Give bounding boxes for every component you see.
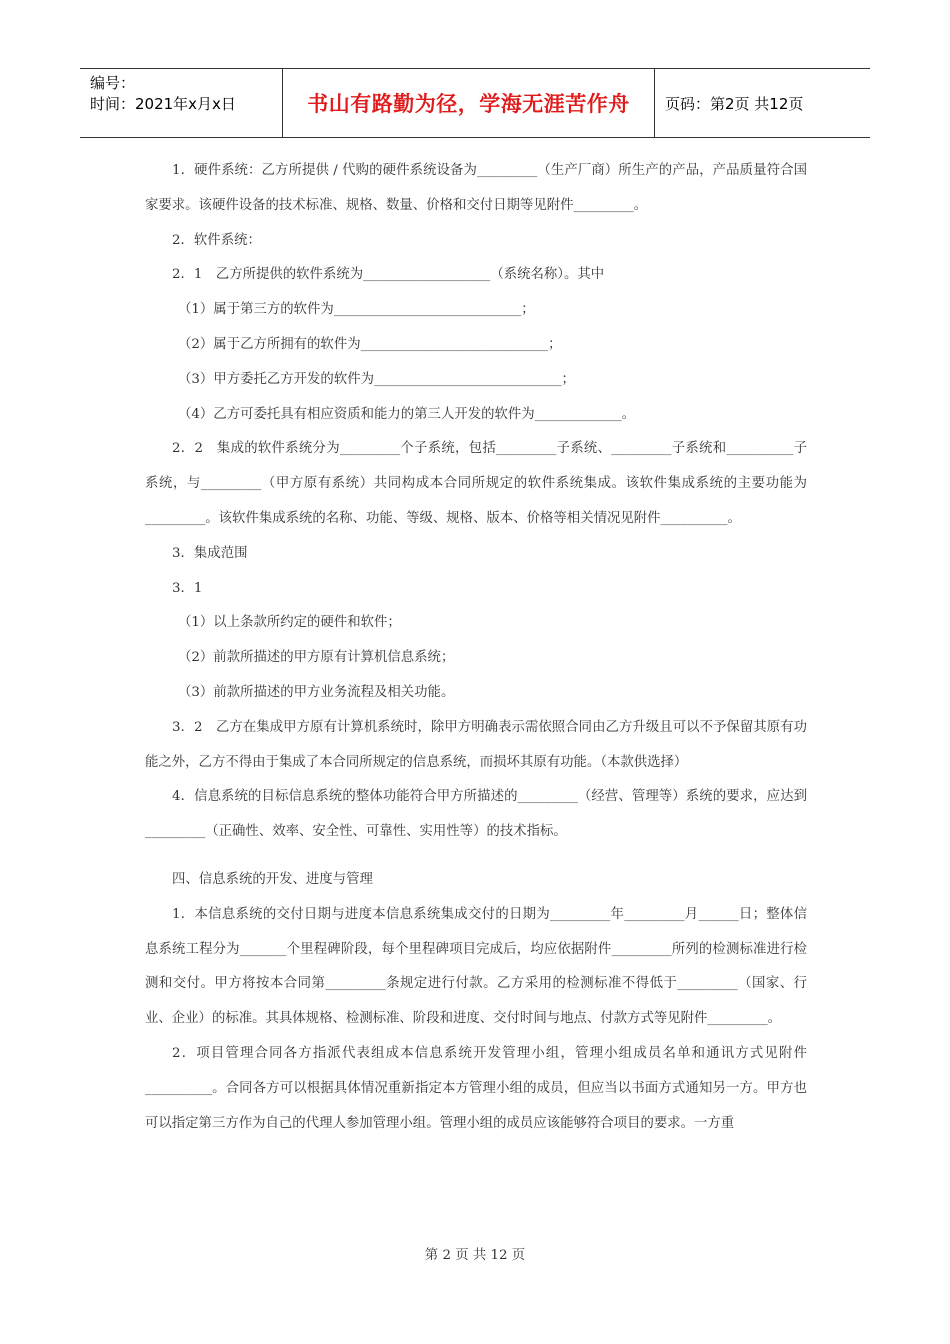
paragraph-scope-3-2: 3．2 乙方在集成甲方原有计算机系统时，除甲方明确表示需依照合同由乙方升级且可以不予保留其原有功能之外，乙方不得由于集成了本合同所规定的信息系统，而损坏其原有功能。（本款供选择） <box>145 719 807 770</box>
paragraph-software-system-heading: 2．软件系统： <box>172 232 261 248</box>
section-heading-development: 四、信息系统的开发、进度与管理 <box>172 871 373 887</box>
page-header <box>80 68 870 138</box>
paragraph-scope-3-1: 3．1 <box>172 580 203 596</box>
list-item-subcontracted-software: （4）乙方可委托具有相应资质和能力的第三人开发的软件为_____________。 <box>178 406 636 422</box>
paragraph-integration-scope-heading: 3．集成范围 <box>172 545 248 561</box>
document-time-label: 时间：2021年x月x日 <box>90 95 236 113</box>
paragraph-project-management: 2．项目管理合同各方指派代表组成本信息系统开发管理小组，管理小组成员名单和通讯方式见附件__________。合同各方可以根据具体情况重新指定本方管理小组的成员，但应当以书面方式通知另一方。甲方也可以指定第三方作为自己的代理人参加管理小组。管理小组的成员应该能够符合项目的要求。一方重 <box>145 1045 807 1131</box>
paragraph-software-2-1: 2．1 乙方所提供的软件系统为___________________（系统名称）。其中 <box>172 267 605 283</box>
list-item-scope-business-process: （3）前款所描述的甲方业务流程及相关功能。 <box>178 684 455 700</box>
section-spacer <box>145 850 807 863</box>
paragraph-hardware-system: 1．硬件系统：乙方所提供 / 代购的硬件系统设备为_________（生产厂商）所生产的产品，产品质量符合国家要求。该硬件设备的技术标准、规格、数量、价格和交付日期等见附件_________。 <box>145 163 807 213</box>
header-meta <box>80 69 283 137</box>
paragraph-delivery-schedule: 1．本信息系统的交付日期与进度本信息系统集成交付的日期为_________年_________月______日；整体信息系统工程分为_______个里程碑阶段，每个里程碑项目完成后，均应依据附件_________所列的检测标准进行检测和交付。甲方将按本合同第_________条规定进行付款。乙方采用的检测标准不得低于_________（国家、行业、企业）的标准。其具体规格、检测标准、阶段和进度、交付时间与地点、付款方式等见附件_________。 <box>145 906 807 1027</box>
list-item-party-b-software: （2）属于乙方所拥有的软件为____________________________； <box>178 336 562 352</box>
list-item-third-party-software: （1）属于第三方的软件为____________________________； <box>178 302 535 318</box>
list-item-commissioned-software: （3）甲方委托乙方开发的软件为____________________________； <box>178 371 575 387</box>
paragraph-software-2-2: 2．2 集成的软件系统分为_________个子系统，包括_________子系统、_________子系统和__________子系统，与_________（甲方原有系统）共同构成本合同所规定的软件系统集成。该软件集成系统的主要功能为_________。该软件集成系统的名称、功能、等级、规格、版本、价格等相关情况见附件__________。 <box>145 441 807 526</box>
header-motto: 书山有路勤为径，学海无涯苦作舟 <box>283 69 655 137</box>
paragraph-target-system: 4．信息系统的目标信息系统的整体功能符合甲方所描述的_________（经营、管理等）系统的要求，应达到_________（正确性、效率、安全性、可靠性、实用性等）的技术指标。 <box>145 789 807 840</box>
page-footer: 第 2 页 共 12 页 <box>424 1248 526 1263</box>
list-item-scope-existing-system: （2）前款所描述的甲方原有计算机信息系统； <box>178 650 455 666</box>
header-page-info: 页码：第2页 共12页 <box>665 94 804 113</box>
document-number-label: 编号： <box>90 74 136 92</box>
list-item-scope-hardware-software: （1）以上条款所约定的硬件和软件； <box>178 615 401 631</box>
document-body <box>145 154 807 1141</box>
